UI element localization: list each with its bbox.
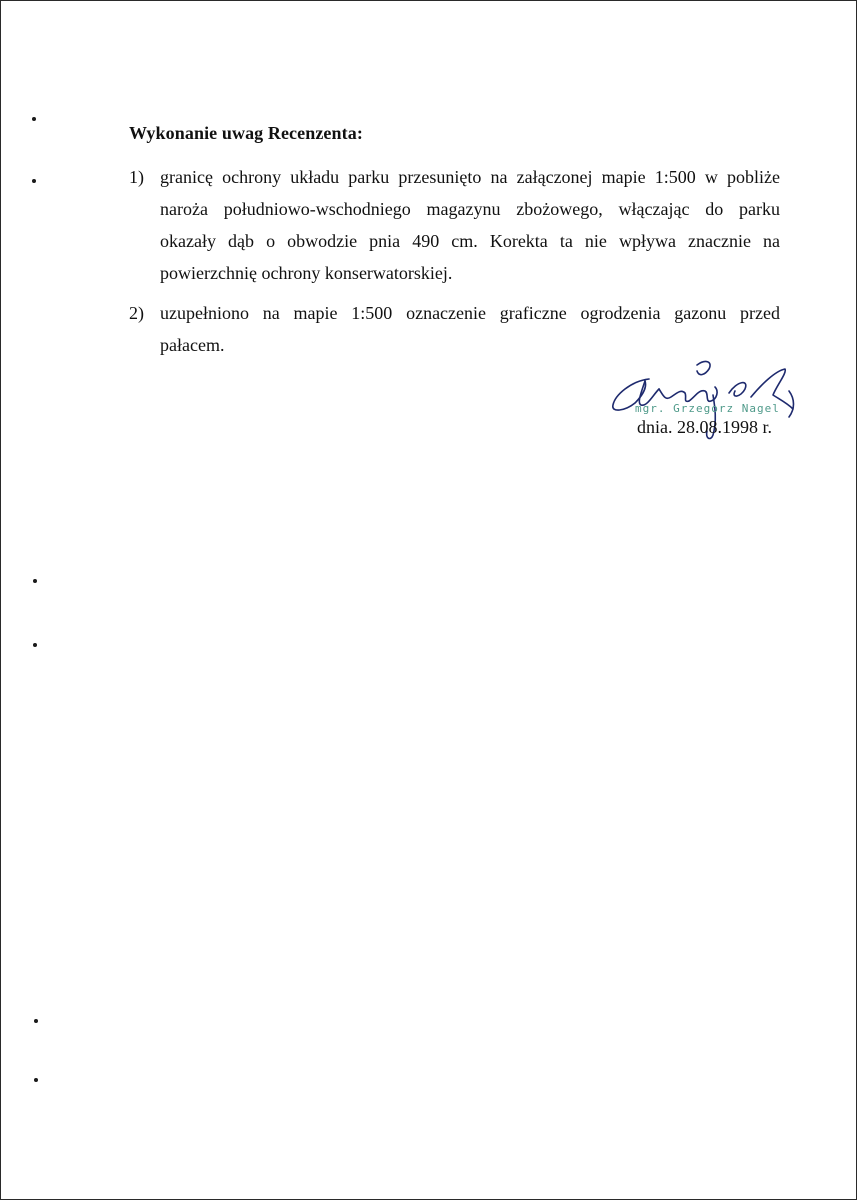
- scan-artifact-dot: [34, 1078, 38, 1082]
- list-item: [129, 161, 780, 289]
- text-line: uzupełniono na mapie 1:500 oznaczenie graficzne ogrodzenia gazonu przed: [160, 303, 780, 323]
- document-date: dnia. 28.08.1998 r.: [637, 417, 772, 437]
- text-line: okazały dąb o obwodzie pnia 490 cm. Korekta ta nie wpływa znacznie na: [160, 231, 780, 251]
- document-heading: Wykonanie uwag Recenzenta:: [129, 123, 363, 143]
- text-line: powierzchnię ochrony konserwatorskiej.: [160, 263, 453, 283]
- scan-artifact-dot: [33, 643, 37, 647]
- text-line: pałacem.: [160, 335, 225, 355]
- list-item-text: [160, 161, 780, 289]
- list-item-number: 2): [129, 303, 144, 323]
- scan-artifact-dot: [34, 1019, 38, 1023]
- text-line: granicę ochrony układu parku przesunięto na załączonej mapie 1:500 w pobliże: [160, 167, 780, 187]
- list-item-number: 1): [129, 167, 144, 187]
- scan-artifact-dot: [32, 117, 36, 121]
- scan-artifact-dot: [32, 179, 36, 183]
- stamp-text: mgr. Grzegorz Nagel: [635, 402, 780, 415]
- text-line: naroża południowo-wschodniego magazynu zbożowego, włączając do parku: [160, 199, 780, 219]
- scan-artifact-dot: [33, 579, 37, 583]
